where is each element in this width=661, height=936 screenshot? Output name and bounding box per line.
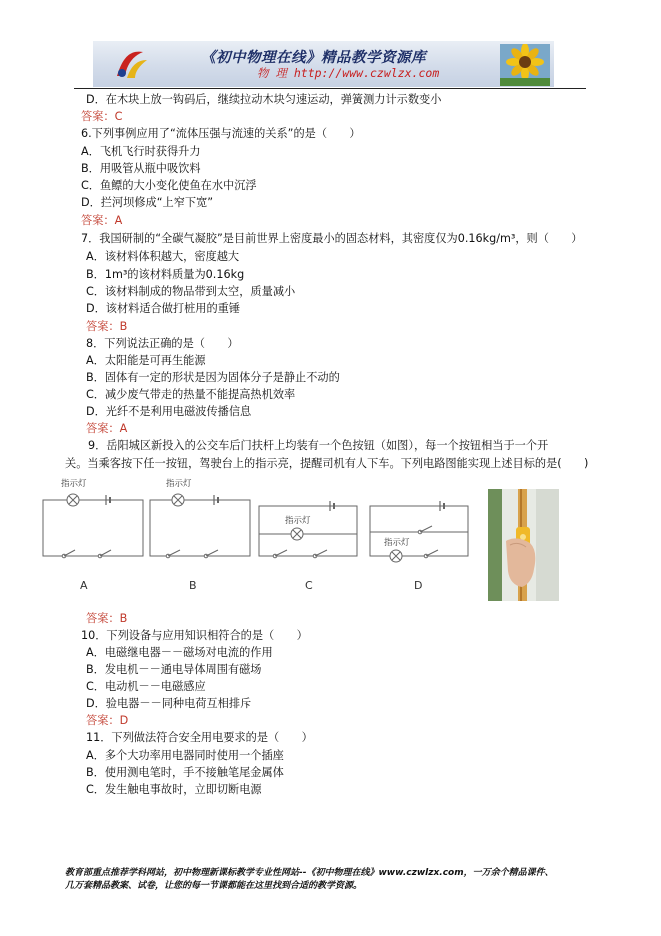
circuit-label-c: C xyxy=(305,579,313,592)
option-line: B．1m³的该材料质量为0.16kg xyxy=(86,268,245,281)
option-line: C．该材料制成的物品带到太空，质量减小 xyxy=(86,285,296,298)
option-line: C．发生触电事故时，立即切断电源 xyxy=(86,783,262,796)
option-line: D．该材料适合做打桩用的重锤 xyxy=(86,302,241,315)
question-title: 10．下列设备与应用知识相符合的是（ ） xyxy=(81,629,308,642)
lamp-label: 指示灯 xyxy=(285,516,311,526)
circuit-d xyxy=(370,501,468,562)
question-title-cont: 关。当乘客按下任一按钮，驾驶台上的指示亮，提醒司机有人下车。下列电路图能实现上述目标的是( ) xyxy=(65,457,589,470)
answer-line: 答案：D xyxy=(86,714,129,727)
footer-line-1: 教育部重点推荐学科网站，初中物理新课标教学专业性网站--《初中物理在线》www.czwlzx.com，一万余个精品课件、 xyxy=(65,868,554,878)
option-line: B．发电机－－通电导体周围有磁场 xyxy=(86,663,262,676)
option-line: A．多个大功率用电器同时使用一个插座 xyxy=(86,749,284,762)
text-line: D．在木块上放一钩码后，继续拉动木块匀速运动，弹簧测力计示数变小 xyxy=(86,93,442,106)
lamp-label: 指示灯 xyxy=(61,479,87,489)
circuit-diagrams xyxy=(40,476,480,596)
answer-line: 答案：B xyxy=(86,320,128,333)
answer-line: 答案：A xyxy=(86,422,128,435)
lamp-label: 指示灯 xyxy=(166,479,192,489)
option-line: A．电磁继电器－－磁场对电流的作用 xyxy=(86,646,273,659)
option-line: B．使用测电笔时，手不接触笔尾金属体 xyxy=(86,766,284,779)
circuit-b xyxy=(150,494,250,558)
page-footer xyxy=(65,867,554,893)
banner-title: 《初中物理在线》精品教学资源库 xyxy=(201,49,426,66)
header-banner xyxy=(93,41,554,87)
circuit-label-a: A xyxy=(80,579,88,592)
question-title: 6.下列事例应用了“流体压强与流速的关系”的是（ ） xyxy=(81,127,361,140)
question-title: 11．下列做法符合安全用电要求的是（ ） xyxy=(86,731,313,744)
answer-line: 答案：C xyxy=(81,110,123,123)
header-rule xyxy=(74,88,586,89)
banner-url: 物 理 http://www.czwlzx.com xyxy=(257,66,440,80)
footer-line-2: 几万套精品教案、试卷，让您的每一节课都能在这里找到合适的教学资源。 xyxy=(65,881,363,891)
question-title: 9．岳阳城区新投入的公交车后门扶杆上均装有一个色按钮（如图），每一个按钮相当于一个开 xyxy=(88,439,549,452)
answer-line: 答案：A xyxy=(81,214,123,227)
sunflower-icon xyxy=(500,44,550,86)
option-line: C．鱼鳔的大小变化使鱼在水中沉浮 xyxy=(81,179,257,192)
option-line: A．太阳能是可再生能源 xyxy=(86,354,206,367)
question-title: 8．下列说法正确的是（ ） xyxy=(86,337,239,350)
option-line: D．拦河坝修成“上窄下宽” xyxy=(81,196,214,209)
circuit-label-b: B xyxy=(189,579,197,592)
option-line: A．飞机飞行时获得升力 xyxy=(81,145,201,158)
site-logo-icon xyxy=(113,46,149,82)
circuit-a xyxy=(43,494,143,558)
option-line: B．用吸管从瓶中吸饮料 xyxy=(81,162,201,175)
bus-button-photo xyxy=(488,489,559,601)
option-line: D．光纤不是利用电磁波传播信息 xyxy=(86,405,252,418)
option-line: A．该材料体积越大，密度越大 xyxy=(86,250,240,263)
option-line: D．验电器－－同种电荷互相排斥 xyxy=(86,697,252,710)
circuit-c xyxy=(259,501,357,558)
option-line: C．减少废气带走的热量不能提高热机效率 xyxy=(86,388,296,401)
option-line: B．固体有一定的形状是因为固体分子是静止不动的 xyxy=(86,371,340,384)
circuit-label-d: D xyxy=(414,579,423,592)
lamp-label: 指示灯 xyxy=(384,538,410,548)
answer-line: 答案：B xyxy=(86,612,128,625)
question-title: 7．我国研制的“全碳气凝胶”是目前世界上密度最小的固态材料，其密度仅为0.16kg/m³，则（ ） xyxy=(81,232,583,245)
option-line: C．电动机－－电磁感应 xyxy=(86,680,206,693)
